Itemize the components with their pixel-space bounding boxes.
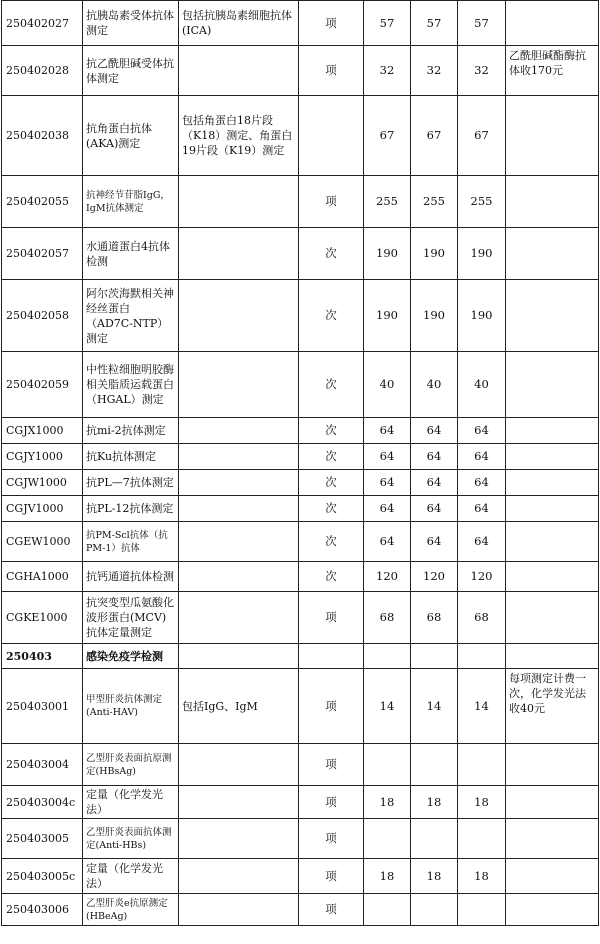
row-price-1: 255 xyxy=(364,176,411,228)
row-price-3: 14 xyxy=(458,669,506,744)
row-price-3: 68 xyxy=(458,592,506,644)
row-price-2: 64 xyxy=(411,522,458,562)
table-row xyxy=(2,96,599,176)
row-desc xyxy=(179,522,299,562)
row-code: CGJX1000 xyxy=(2,418,83,444)
row-note xyxy=(506,228,599,280)
row-note xyxy=(506,562,599,592)
row-name: 中性粒细胞明胶酶相关脂质运载蛋白（HGAL）测定 xyxy=(83,352,179,418)
row-note xyxy=(506,444,599,470)
row-price-1: 120 xyxy=(364,562,411,592)
row-price-3: 32 xyxy=(458,46,506,96)
row-price-2: 64 xyxy=(411,418,458,444)
row-name: 感染免疫学检测 xyxy=(83,644,179,669)
row-name: 水通道蛋白4抗体检测 xyxy=(83,228,179,280)
row-unit: 次 xyxy=(299,280,364,352)
row-price-1: 32 xyxy=(364,46,411,96)
row-price-1: 57 xyxy=(364,1,411,46)
row-price-2: 32 xyxy=(411,46,458,96)
row-price-2: 255 xyxy=(411,176,458,228)
row-price-1: 18 xyxy=(364,859,411,894)
row-desc xyxy=(179,786,299,819)
table-row xyxy=(2,819,599,859)
row-price-2: 68 xyxy=(411,592,458,644)
row-unit: 次 xyxy=(299,470,364,496)
row-price-1: 64 xyxy=(364,522,411,562)
row-unit: 次 xyxy=(299,496,364,522)
row-price-1 xyxy=(364,894,411,926)
row-price-1: 40 xyxy=(364,352,411,418)
row-note xyxy=(506,592,599,644)
row-desc: 包括角蛋白18片段（K18）测定、角蛋白19片段（K19）测定 xyxy=(179,96,299,176)
table-row xyxy=(2,352,599,418)
table-row xyxy=(2,644,599,669)
row-desc: 包括抗胰岛素细胞抗体(ICA) xyxy=(179,1,299,46)
row-code: 250403004 xyxy=(2,744,83,786)
row-price-3: 120 xyxy=(458,562,506,592)
row-price-2: 18 xyxy=(411,786,458,819)
table-row xyxy=(2,894,599,926)
row-unit: 次 xyxy=(299,228,364,280)
row-price-1: 190 xyxy=(364,280,411,352)
row-price-2: 64 xyxy=(411,496,458,522)
row-price-3: 190 xyxy=(458,228,506,280)
row-name: 定量（化学发光法） xyxy=(83,859,179,894)
row-price-2 xyxy=(411,644,458,669)
table-row xyxy=(2,176,599,228)
row-desc xyxy=(179,894,299,926)
row-note xyxy=(506,644,599,669)
table-row xyxy=(2,46,599,96)
row-price-2: 190 xyxy=(411,280,458,352)
row-price-2: 64 xyxy=(411,444,458,470)
row-unit: 项 xyxy=(299,46,364,96)
row-price-3: 64 xyxy=(458,522,506,562)
row-note xyxy=(506,496,599,522)
row-unit xyxy=(299,644,364,669)
table-row xyxy=(2,786,599,819)
row-note xyxy=(506,1,599,46)
row-price-3: 64 xyxy=(458,496,506,522)
row-code: 250403004c xyxy=(2,786,83,819)
row-price-3: 67 xyxy=(458,96,506,176)
row-price-2: 14 xyxy=(411,669,458,744)
row-note xyxy=(506,352,599,418)
row-unit: 项 xyxy=(299,669,364,744)
row-price-2: 120 xyxy=(411,562,458,592)
row-note xyxy=(506,819,599,859)
row-name: 抗突变型瓜氨酸化波形蛋白(MCV)抗体定量测定 xyxy=(83,592,179,644)
table-row xyxy=(2,418,599,444)
row-price-1: 18 xyxy=(364,786,411,819)
row-note: 乙酰胆碱酯酶抗体收170元 xyxy=(506,46,599,96)
row-unit: 次 xyxy=(299,444,364,470)
row-price-3 xyxy=(458,644,506,669)
row-note xyxy=(506,280,599,352)
row-name: 乙型肝炎表面抗体测定(Anti-HBs) xyxy=(83,819,179,859)
table-row xyxy=(2,496,599,522)
row-price-2 xyxy=(411,894,458,926)
row-name: 抗乙酰胆碱受体抗体测定 xyxy=(83,46,179,96)
row-unit: 次 xyxy=(299,562,364,592)
price-table xyxy=(1,0,599,926)
row-unit: 项 xyxy=(299,1,364,46)
row-price-2: 18 xyxy=(411,859,458,894)
row-note xyxy=(506,96,599,176)
row-desc xyxy=(179,444,299,470)
row-price-3: 255 xyxy=(458,176,506,228)
row-note xyxy=(506,744,599,786)
row-note xyxy=(506,176,599,228)
row-price-2: 57 xyxy=(411,1,458,46)
row-price-3 xyxy=(458,894,506,926)
row-price-1 xyxy=(364,744,411,786)
table-row xyxy=(2,744,599,786)
row-code: 250403001 xyxy=(2,669,83,744)
row-note xyxy=(506,522,599,562)
row-note: 每项测定计费一次，化学发光法收40元 xyxy=(506,669,599,744)
row-name: 抗角蛋白抗体(AKA)测定 xyxy=(83,96,179,176)
row-name: 定量（化学发光法） xyxy=(83,786,179,819)
table-row xyxy=(2,280,599,352)
row-price-1: 64 xyxy=(364,418,411,444)
row-note xyxy=(506,418,599,444)
row-price-3: 190 xyxy=(458,280,506,352)
row-unit: 次 xyxy=(299,522,364,562)
row-price-3: 64 xyxy=(458,444,506,470)
row-desc xyxy=(179,819,299,859)
row-code: CGEW1000 xyxy=(2,522,83,562)
row-unit xyxy=(299,96,364,176)
row-name: 抗胰岛素受体抗体测定 xyxy=(83,1,179,46)
row-desc xyxy=(179,176,299,228)
row-price-1: 67 xyxy=(364,96,411,176)
row-code: 250402028 xyxy=(2,46,83,96)
row-code: CGKE1000 xyxy=(2,592,83,644)
row-name: 抗神经节苷脂IgG，IgM抗体测定 xyxy=(83,176,179,228)
row-name: 阿尔茨海默相关神经丝蛋白（AD7C-NTP）测定 xyxy=(83,280,179,352)
row-name: 抗PM-Scl抗体（抗PM-1）抗体 xyxy=(83,522,179,562)
row-desc: 包括IgG、IgM xyxy=(179,669,299,744)
row-name: 抗mi-2抗体测定 xyxy=(83,418,179,444)
row-code: 250402058 xyxy=(2,280,83,352)
row-price-3 xyxy=(458,819,506,859)
row-unit: 次 xyxy=(299,352,364,418)
row-price-2: 40 xyxy=(411,352,458,418)
row-desc xyxy=(179,280,299,352)
row-price-1 xyxy=(364,644,411,669)
row-desc xyxy=(179,228,299,280)
row-name: 抗PL-12抗体测定 xyxy=(83,496,179,522)
table-row xyxy=(2,228,599,280)
row-desc xyxy=(179,644,299,669)
row-name: 乙型肝炎表面抗原测定(HBsAg) xyxy=(83,744,179,786)
row-code: CGJY1000 xyxy=(2,444,83,470)
row-unit: 项 xyxy=(299,859,364,894)
row-code: 250403 xyxy=(2,644,83,669)
row-price-1: 14 xyxy=(364,669,411,744)
row-code: 250402038 xyxy=(2,96,83,176)
row-unit: 项 xyxy=(299,894,364,926)
row-note xyxy=(506,894,599,926)
row-desc xyxy=(179,418,299,444)
row-price-3: 57 xyxy=(458,1,506,46)
row-code: CGJV1000 xyxy=(2,496,83,522)
row-note xyxy=(506,859,599,894)
row-name: 乙型肝炎e抗原测定(HBeAg) xyxy=(83,894,179,926)
row-code: 250402059 xyxy=(2,352,83,418)
row-name: 抗钙通道抗体检测 xyxy=(83,562,179,592)
row-price-1: 64 xyxy=(364,496,411,522)
table-row xyxy=(2,444,599,470)
table-row xyxy=(2,470,599,496)
row-price-2 xyxy=(411,744,458,786)
row-unit: 项 xyxy=(299,592,364,644)
row-price-3: 18 xyxy=(458,859,506,894)
row-unit: 项 xyxy=(299,786,364,819)
row-price-3: 18 xyxy=(458,786,506,819)
row-desc xyxy=(179,46,299,96)
row-desc xyxy=(179,496,299,522)
row-code: 250402055 xyxy=(2,176,83,228)
row-price-2 xyxy=(411,819,458,859)
row-desc xyxy=(179,859,299,894)
row-code: 250403005 xyxy=(2,819,83,859)
row-code: 250403005c xyxy=(2,859,83,894)
table-row xyxy=(2,562,599,592)
row-code: CGHA1000 xyxy=(2,562,83,592)
row-code: 250402027 xyxy=(2,1,83,46)
row-unit: 项 xyxy=(299,176,364,228)
row-price-2: 190 xyxy=(411,228,458,280)
row-code: 250402057 xyxy=(2,228,83,280)
table-row xyxy=(2,1,599,46)
table-row xyxy=(2,859,599,894)
row-name: 抗Ku抗体测定 xyxy=(83,444,179,470)
table-row xyxy=(2,669,599,744)
row-note xyxy=(506,470,599,496)
row-price-3 xyxy=(458,744,506,786)
table-row xyxy=(2,592,599,644)
row-name: 抗PL—7抗体测定 xyxy=(83,470,179,496)
row-desc xyxy=(179,470,299,496)
row-desc xyxy=(179,592,299,644)
row-price-1 xyxy=(364,819,411,859)
row-price-3: 64 xyxy=(458,418,506,444)
row-price-3: 64 xyxy=(458,470,506,496)
row-note xyxy=(506,786,599,819)
row-price-1: 64 xyxy=(364,470,411,496)
row-desc xyxy=(179,352,299,418)
row-code: CGJW1000 xyxy=(2,470,83,496)
table-row xyxy=(2,522,599,562)
row-price-2: 64 xyxy=(411,470,458,496)
row-desc xyxy=(179,744,299,786)
row-price-1: 190 xyxy=(364,228,411,280)
row-price-1: 64 xyxy=(364,444,411,470)
row-unit: 项 xyxy=(299,744,364,786)
row-price-1: 68 xyxy=(364,592,411,644)
row-unit: 项 xyxy=(299,819,364,859)
row-price-3: 40 xyxy=(458,352,506,418)
row-code: 250403006 xyxy=(2,894,83,926)
row-desc xyxy=(179,562,299,592)
row-price-2: 67 xyxy=(411,96,458,176)
row-unit: 次 xyxy=(299,418,364,444)
row-name: 甲型肝炎抗体测定(Anti-HAV) xyxy=(83,669,179,744)
